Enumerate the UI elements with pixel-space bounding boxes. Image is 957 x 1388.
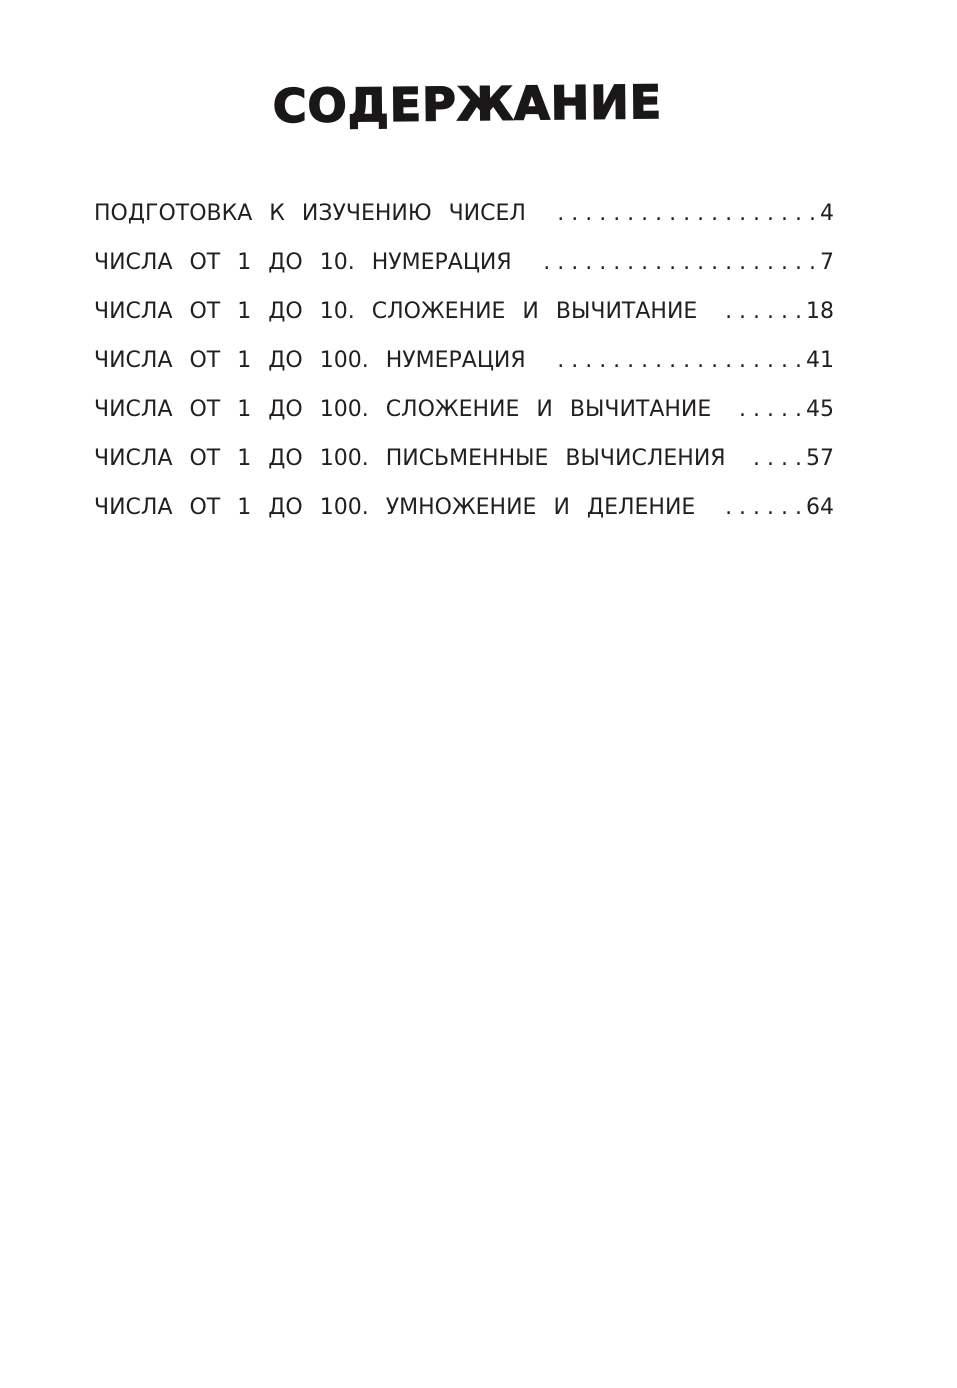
toc-entry-label: ЧИСЛА ОТ 1 ДО 100. ПИСЬМЕННЫЕ ВЫЧИСЛЕНИЯ <box>94 446 726 471</box>
toc-dot-leader <box>719 292 802 332</box>
toc-entry-label: ЧИСЛА ОТ 1 ДО 100. СЛОЖЕНИЕ И ВЫЧИТАНИЕ <box>94 397 712 422</box>
toc-entry-page: 7 <box>820 250 834 275</box>
toc-entry-label: ЧИСЛА ОТ 1 ДО 100. УМНОЖЕНИЕ И ДЕЛЕНИЕ <box>94 495 696 520</box>
toc-entry[interactable] <box>94 243 834 292</box>
toc-dot-leader <box>548 194 816 234</box>
toc-entry-label: ЧИСЛА ОТ 1 ДО 100. НУМЕРАЦИЯ <box>94 348 526 373</box>
toc-entry-label: ЧИСЛА ОТ 1 ДО 10. НУМЕРАЦИЯ <box>94 250 512 275</box>
toc-entry[interactable] <box>94 292 834 341</box>
table-of-contents <box>94 194 834 537</box>
toc-entry-page: 4 <box>820 201 834 226</box>
toc-dot-leader <box>548 341 802 381</box>
toc-entry[interactable] <box>94 194 834 243</box>
toc-dot-leader <box>748 439 802 479</box>
toc-entry-page: 45 <box>806 397 834 422</box>
toc-entry-page: 64 <box>806 495 834 520</box>
toc-dot-leader <box>534 243 816 283</box>
toc-entry[interactable] <box>94 439 834 488</box>
toc-entry[interactable] <box>94 390 834 439</box>
toc-entry[interactable] <box>94 341 834 390</box>
toc-entry-page: 41 <box>806 348 834 373</box>
toc-entry[interactable] <box>94 488 834 537</box>
toc-entry-page: 18 <box>806 299 834 324</box>
toc-entry-label: ЧИСЛА ОТ 1 ДО 10. СЛОЖЕНИЕ И ВЫЧИТАНИЕ <box>94 299 698 324</box>
toc-entry-page: 57 <box>806 446 834 471</box>
toc-dot-leader <box>717 488 802 528</box>
toc-entry-label: ПОДГОТОВКА К ИЗУЧЕНИЮ ЧИСЕЛ <box>94 201 526 226</box>
page-title: СОДЕРЖАНИЕ <box>272 74 663 134</box>
toc-dot-leader <box>733 390 802 430</box>
